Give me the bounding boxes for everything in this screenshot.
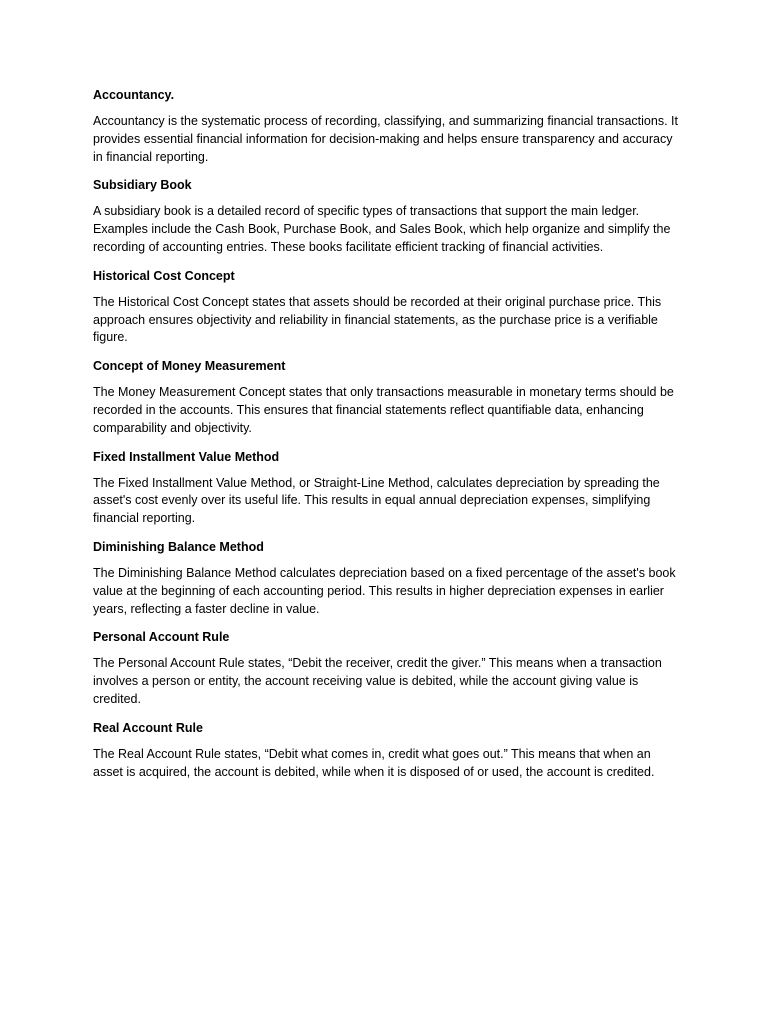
section-diminishing-balance-method <box>93 538 683 618</box>
section-heading: Personal Account Rule <box>93 630 230 645</box>
section-real-account-rule <box>93 719 683 782</box>
section-heading: Diminishing Balance Method <box>93 539 264 554</box>
section-body: Accountancy is the systematic process of recording, classifying, and summarizing financial transactions. It provides essential financial information for decision-making and helps ensure transparency and accuracy in financial reporting. <box>93 114 678 164</box>
section-heading: Concept of Money Measurement <box>93 359 286 374</box>
section-body: A subsidiary book is a detailed record of specific types of transactions that support the main ledger. Examples include the Cash Book, Purchase Book, and Sales Book, which help organize and simplify the recording of accounting entries. These books facilitate efficient tracking of financial activities. <box>93 204 671 254</box>
section-heading: Subsidiary Book <box>93 178 192 193</box>
section-heading: Real Account Rule <box>93 720 203 735</box>
section-fixed-installment-method <box>93 448 683 528</box>
section-money-measurement <box>93 357 683 437</box>
document-page <box>93 86 683 791</box>
section-personal-account-rule <box>93 628 683 708</box>
section-heading: Historical Cost Concept <box>93 268 235 283</box>
section-body: The Fixed Installment Value Method, or Straight-Line Method, calculates depreciation by spreading the asset's cost evenly over its useful life. This results in equal annual depreciation expenses, simplifying financial reporting. <box>93 475 660 526</box>
section-body: The Money Measurement Concept states that only transactions measurable in monetary terms should be recorded in the accounts. This ensures that financial statements reflect quantifiable data, enhancing comparability and objectivity. <box>93 385 674 435</box>
section-subsidiary-book <box>93 176 683 256</box>
section-body: The Diminishing Balance Method calculates depreciation based on a fixed percentage of the asset's book value at the beginning of each accounting period. This results in higher depreciation expenses in earlier years, reflecting a faster decline in value. <box>93 565 676 616</box>
section-body: The Historical Cost Concept states that assets should be recorded at their original purchase price. This approach ensures objectivity and reliability in financial statements, as the purchase price is a verifiable figure. <box>93 294 662 345</box>
section-body: The Personal Account Rule states, “Debit the receiver, credit the giver.” This means when a transaction involves a person or entity, the account receiving value is debited, while the account giving value is credited. <box>93 656 662 706</box>
section-body: The Real Account Rule states, “Debit what comes in, credit what goes out.” This means that when an asset is acquired, the account is debited, while when it is disposed of or used, the account is credited. <box>93 746 655 779</box>
section-accountancy <box>93 86 683 166</box>
section-heading: Accountancy. <box>93 88 175 102</box>
section-historical-cost-concept <box>93 267 683 347</box>
section-heading: Fixed Installment Value Method <box>93 449 280 464</box>
